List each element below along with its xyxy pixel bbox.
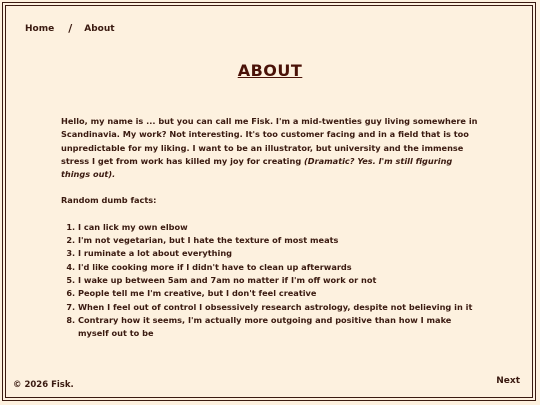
list-item: 4. I'd like cooking more if I didn't have to clean up afterwards	[78, 261, 481, 274]
page-title: ABOUT	[237, 61, 303, 80]
intro-text: Hello, my name is ... but you can call me Fisk. I'm a mid-twenties guy living somewhere in Scandinavia. My work? Not interesting. It's too customer facing and in a field that is too unpredictable for my liking. I want to be an illustrator, but university and the immense stress I get from work has killed my joy for creating	[61, 116, 478, 166]
list-item: 1. I can lick my own elbow	[78, 221, 481, 234]
intro-paragraph	[61, 115, 481, 181]
about-content	[61, 115, 481, 340]
facts-heading: Random dumb facts:	[61, 195, 157, 206]
footer-copyright: © 2026 Fisk.	[13, 380, 74, 390]
list-item: 3. I ruminate a lot about everything	[78, 247, 481, 260]
breadcrumb	[25, 22, 115, 35]
breadcrumb-separator: /	[68, 22, 73, 35]
facts-list	[61, 221, 481, 341]
list-item: 5. I wake up between 5am and 7am no matter if I'm off work or not	[78, 274, 481, 287]
list-item: 8. Contrary how it seems, I'm actually more outgoing and positive than how I make myself out to be	[78, 314, 481, 341]
list-item: 2. I'm not vegetarian, but I hate the texture of most meats	[78, 234, 481, 247]
intro-aside: (Dramatic? Yes. I'm still figuring things out).	[61, 155, 453, 180]
breadcrumb-home-link[interactable]: Home	[25, 23, 55, 34]
list-item: 7. When I feel out of control I obsessively research astrology, despite not believing in it	[78, 301, 481, 314]
breadcrumb-current: About	[84, 23, 115, 34]
next-page-link[interactable]: Next	[496, 376, 520, 386]
list-item: 6. People tell me I'm creative, but I don't feel creative	[78, 287, 481, 300]
